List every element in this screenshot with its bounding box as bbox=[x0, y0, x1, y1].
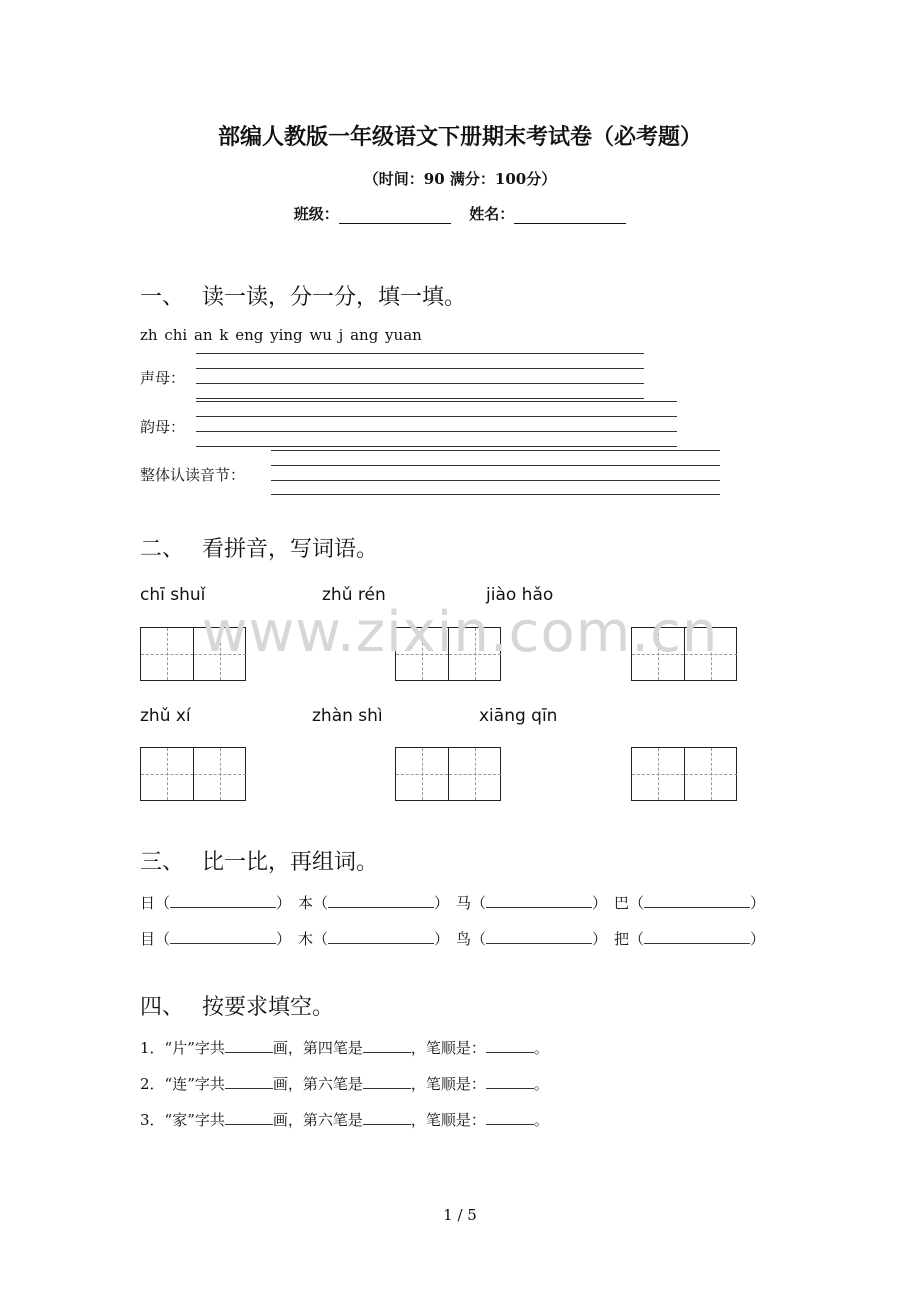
compare-item bbox=[614, 892, 765, 913]
pinyin-prompt: zhǔ rén bbox=[322, 585, 386, 605]
question-text: 1．“片”字共 bbox=[140, 1039, 225, 1057]
compare-item bbox=[298, 892, 449, 913]
page-title: 部编人教版一年级语文下册期末考试卷（必考题） bbox=[217, 124, 702, 150]
question-text: ，笔顺是： bbox=[410, 1111, 486, 1129]
section-title: 看拼音，写词语。 bbox=[202, 537, 379, 562]
question-text: 。 bbox=[533, 1075, 549, 1093]
section-title: 按要求填空。 bbox=[202, 995, 335, 1020]
paren-close: ） bbox=[434, 894, 450, 912]
section-4-heading bbox=[140, 990, 334, 1021]
compare-item bbox=[140, 928, 291, 949]
word-blank[interactable] bbox=[328, 929, 434, 944]
compare-char: 巴 bbox=[614, 894, 630, 912]
question-1 bbox=[140, 1037, 549, 1058]
name-blank[interactable] bbox=[514, 223, 626, 224]
word-blank[interactable] bbox=[644, 929, 750, 944]
paren-close: ） bbox=[592, 894, 608, 912]
answer-line[interactable] bbox=[196, 446, 677, 447]
paren-open: （ bbox=[155, 894, 171, 912]
paren-open: （ bbox=[629, 894, 645, 912]
section-2-heading bbox=[140, 532, 378, 563]
answer-line[interactable] bbox=[271, 465, 720, 466]
exam-time-score: （时间：90 满分：100分） bbox=[363, 170, 557, 188]
answer-line[interactable] bbox=[196, 401, 677, 402]
syllable-list: zh chi an k eng ying wu j ang yuan bbox=[140, 326, 422, 344]
answer-line[interactable] bbox=[196, 431, 677, 432]
stroke-count-blank[interactable] bbox=[225, 1074, 273, 1089]
question-text: 画，第四笔是 bbox=[272, 1039, 363, 1057]
answer-line[interactable] bbox=[196, 353, 644, 354]
stroke-order-blank[interactable] bbox=[486, 1074, 534, 1089]
question-text: ，笔顺是： bbox=[410, 1075, 486, 1093]
compare-item bbox=[456, 892, 607, 913]
compare-item bbox=[456, 928, 607, 949]
paren-close: ） bbox=[592, 930, 608, 948]
word-blank[interactable] bbox=[486, 929, 592, 944]
compare-char: 木 bbox=[298, 930, 314, 948]
compare-char: 鸟 bbox=[456, 930, 472, 948]
paren-close: ） bbox=[276, 894, 292, 912]
section-title: 读一读，分一分，填一填。 bbox=[202, 285, 467, 310]
answer-line[interactable] bbox=[196, 416, 677, 417]
question-text: ，笔顺是： bbox=[410, 1039, 486, 1057]
pinyin-prompt: jiào hǎo bbox=[486, 585, 554, 605]
compare-item bbox=[298, 928, 449, 949]
class-blank[interactable] bbox=[339, 223, 451, 224]
pinyin-prompt: xiāng qīn bbox=[479, 706, 558, 726]
compare-char: 把 bbox=[614, 930, 630, 948]
paren-close: ） bbox=[750, 894, 766, 912]
answer-line[interactable] bbox=[196, 398, 644, 399]
question-text: 。 bbox=[533, 1039, 549, 1057]
paren-open: （ bbox=[155, 930, 171, 948]
question-3 bbox=[140, 1109, 549, 1130]
compare-char: 日 bbox=[140, 894, 156, 912]
stroke-order-blank[interactable] bbox=[486, 1038, 534, 1053]
writing-box[interactable] bbox=[140, 747, 246, 801]
pinyin-prompt: zhǔ xí bbox=[140, 706, 191, 726]
word-blank[interactable] bbox=[170, 929, 276, 944]
section-title: 比一比，再组词。 bbox=[202, 850, 379, 875]
answer-line[interactable] bbox=[196, 383, 644, 384]
question-text: 3．“家”字共 bbox=[140, 1111, 225, 1129]
stroke-order-blank[interactable] bbox=[486, 1110, 534, 1125]
answer-line[interactable] bbox=[196, 368, 644, 369]
answer-line[interactable] bbox=[271, 494, 720, 495]
compare-item bbox=[614, 928, 765, 949]
word-blank[interactable] bbox=[328, 893, 434, 908]
paren-close: ） bbox=[750, 930, 766, 948]
stroke-blank[interactable] bbox=[363, 1110, 411, 1125]
pinyin-prompt: chī shuǐ bbox=[140, 585, 206, 605]
section-number: 二、 bbox=[140, 537, 185, 562]
page-number: 1 / 5 bbox=[443, 1206, 477, 1224]
compare-char: 目 bbox=[140, 930, 156, 948]
word-blank[interactable] bbox=[644, 893, 750, 908]
word-blank[interactable] bbox=[170, 893, 276, 908]
whole-syllable-label: 整体认读音节： bbox=[140, 466, 246, 484]
answer-line[interactable] bbox=[271, 480, 720, 481]
stroke-count-blank[interactable] bbox=[225, 1038, 273, 1053]
stroke-blank[interactable] bbox=[363, 1038, 411, 1053]
paren-close: ） bbox=[434, 930, 450, 948]
paren-open: （ bbox=[471, 930, 487, 948]
question-text: 2．“连”字共 bbox=[140, 1075, 225, 1093]
compare-char: 本 bbox=[298, 894, 314, 912]
paren-open: （ bbox=[471, 894, 487, 912]
compare-char: 马 bbox=[456, 894, 472, 912]
name-label: 姓名： bbox=[469, 205, 515, 223]
class-label: 班级： bbox=[293, 205, 339, 223]
answer-line[interactable] bbox=[271, 450, 720, 451]
question-text: 。 bbox=[533, 1111, 549, 1129]
paren-open: （ bbox=[629, 930, 645, 948]
paren-close: ） bbox=[276, 930, 292, 948]
paren-open: （ bbox=[313, 894, 329, 912]
question-text: 画，第六笔是 bbox=[272, 1075, 363, 1093]
watermark: www.zixin.com.cn bbox=[201, 600, 719, 665]
stroke-count-blank[interactable] bbox=[225, 1110, 273, 1125]
paren-open: （ bbox=[313, 930, 329, 948]
writing-box[interactable] bbox=[631, 747, 737, 801]
question-2 bbox=[140, 1073, 549, 1094]
pinyin-prompt: zhàn shì bbox=[312, 706, 383, 726]
word-blank[interactable] bbox=[486, 893, 592, 908]
compare-item bbox=[140, 892, 291, 913]
finals-label: 韵母： bbox=[140, 418, 186, 436]
stroke-blank[interactable] bbox=[363, 1074, 411, 1089]
section-3-heading bbox=[140, 845, 378, 876]
writing-box[interactable] bbox=[395, 747, 501, 801]
question-text: 画，第六笔是 bbox=[272, 1111, 363, 1129]
section-number: 一、 bbox=[140, 285, 185, 310]
section-number: 四、 bbox=[140, 995, 185, 1020]
section-1-heading bbox=[140, 280, 466, 311]
initials-label: 声母： bbox=[140, 369, 186, 387]
section-number: 三、 bbox=[140, 850, 185, 875]
student-info bbox=[0, 203, 920, 224]
